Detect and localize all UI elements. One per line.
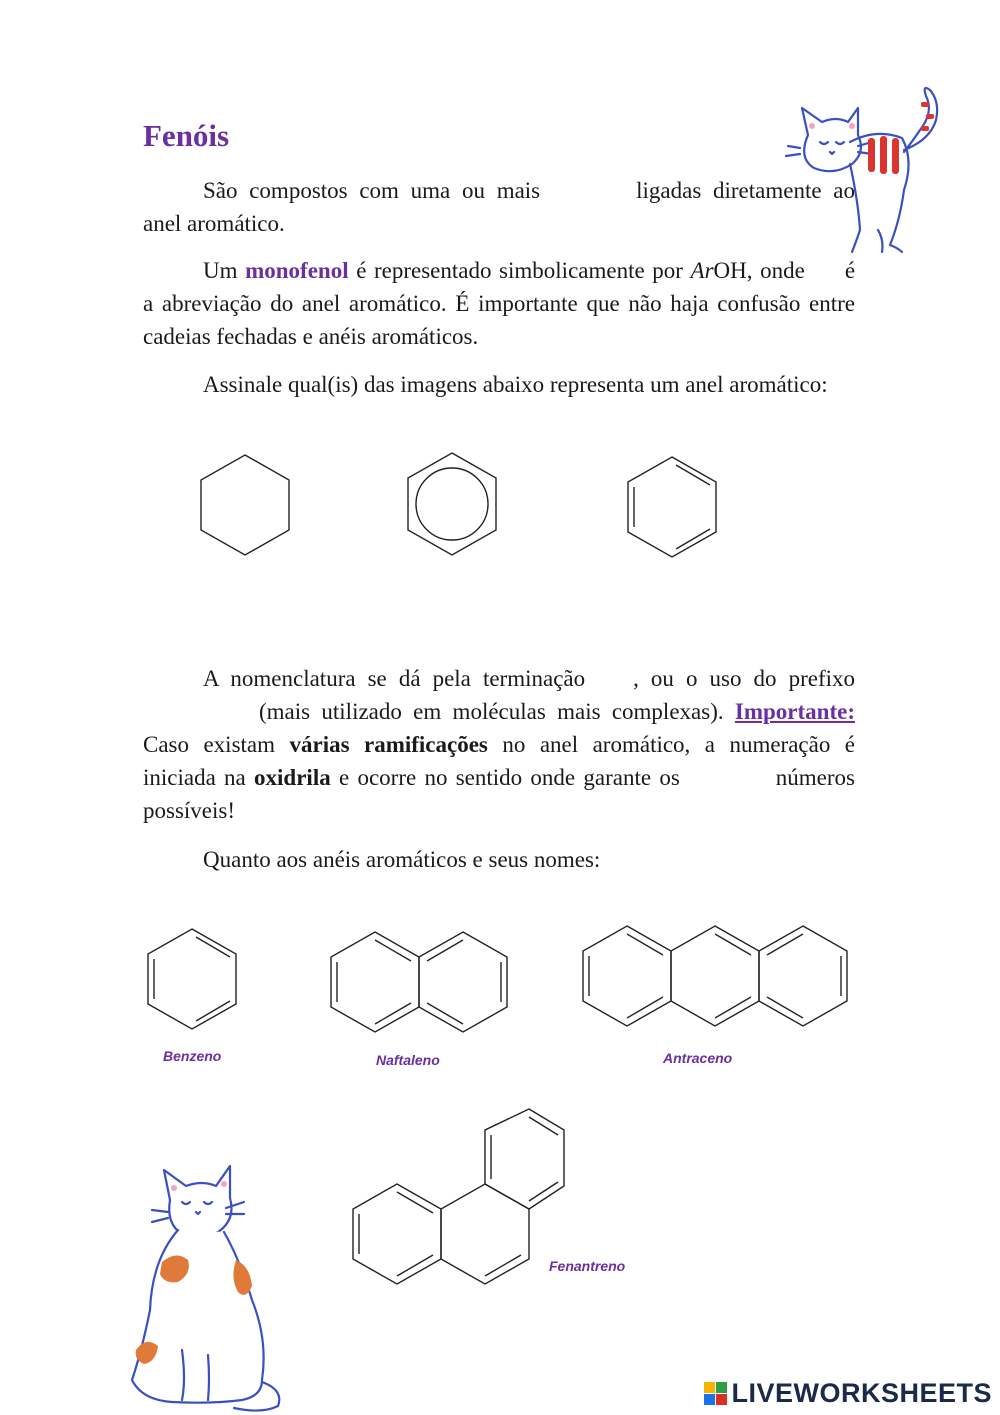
fenantreno-label: Fenantreno <box>549 1258 626 1274</box>
benzene-kekule-option <box>622 452 722 564</box>
fenantreno-structure <box>350 1104 570 1284</box>
benzene-structure <box>145 925 241 1033</box>
naftaleno-label: Naftaleno <box>376 1052 440 1068</box>
paragraph-question: Assinale qual(is) das imagens abaixo representa um anel aromático: <box>203 372 828 397</box>
page-title: Fenóis <box>143 118 230 153</box>
paragraph-nomenclature: A nomenclatura se dá pela terminação , ou o uso do prefixo(mais utilizado em moléculas mais complexas). Importante: Caso existam várias ramificações no anel aromático, a numeração é iniciada na oxidrila e ocorre no sentido onde garante os números possíveis! <box>143 666 856 823</box>
benzene-circle-option <box>402 450 502 562</box>
benzeno-label: Benzeno <box>163 1048 222 1064</box>
striped-cat-illustration <box>780 80 960 260</box>
antraceno-structure <box>580 922 850 1030</box>
cyclohexane-option <box>195 450 295 562</box>
paragraph-definition: São compostos com uma ou mais ligadas diretamente ao anel aromático. <box>143 178 855 236</box>
antraceno-label: Antraceno <box>663 1050 733 1066</box>
naftaleno-structure <box>328 928 512 1036</box>
paragraph-monofenol: Um monofenol é representado simbolicamente por ArOH, onde é a abreviação do anel aromático. É importante que não haja confusão entre cadeias fechadas e anéis aromáticos. <box>143 258 856 349</box>
important-label: Importante: <box>734 699 855 724</box>
brand-text: LIVEWORKSHEETS <box>731 1378 992 1408</box>
liveworksheets-logo <box>704 1378 992 1409</box>
brand-mark-icon <box>704 1382 727 1405</box>
paragraph-rings-intro: Quanto aos anéis aromáticos e seus nomes: <box>203 847 601 872</box>
spotted-cat-illustration <box>112 1150 292 1415</box>
